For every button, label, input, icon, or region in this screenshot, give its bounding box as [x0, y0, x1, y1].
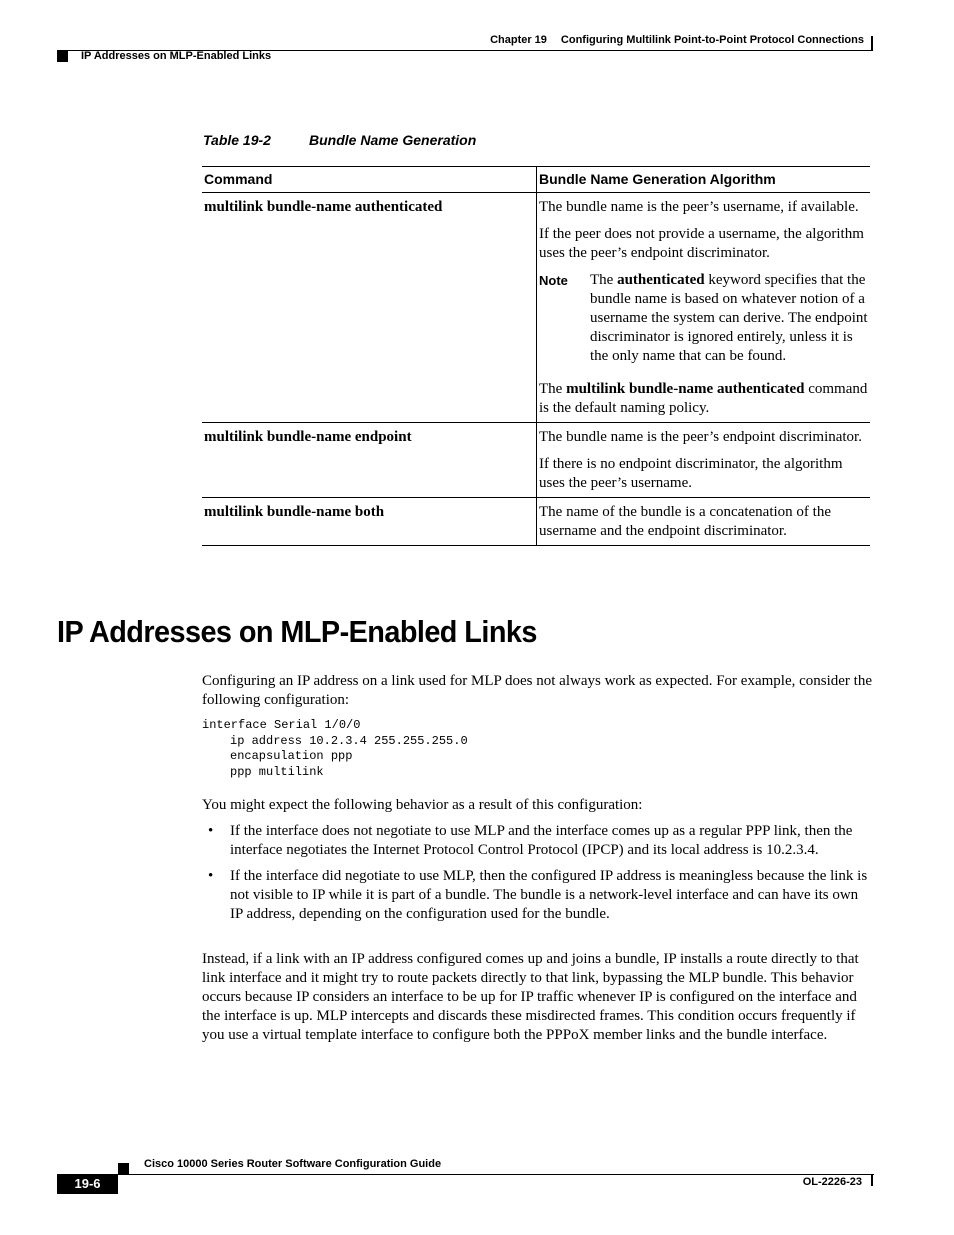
- chapter-title: Configuring Multilink Point-to-Point Protocol Connections: [560, 34, 864, 46]
- table-caption-number: Table 19-2: [203, 132, 271, 148]
- bullet-icon: •: [208, 823, 214, 839]
- table-row: [202, 193, 870, 423]
- header-bar-marker: [871, 36, 873, 51]
- bullet-list: [202, 822, 874, 931]
- note-block: [539, 271, 868, 366]
- algorithm-cell: [537, 423, 871, 498]
- intro-paragraph: Configuring an IP address on a link used for MLP does not always work as expected. For example, consider the following configuration:: [202, 673, 872, 708]
- code-line: encapsulation ppp: [230, 749, 353, 763]
- code-line: interface Serial 1/0/0: [202, 718, 361, 732]
- expectation-paragraph: You might expect the following behavior as a result of this configuration:: [202, 797, 643, 813]
- command-cell: multilink bundle-name both: [202, 498, 537, 546]
- footer-square-marker: [118, 1163, 129, 1174]
- column-header-algorithm: Bundle Name Generation Algorithm: [537, 167, 871, 193]
- running-header-section: IP Addresses on MLP-Enabled Links: [81, 50, 272, 62]
- running-header-chapter: [490, 34, 864, 46]
- algorithm-text: The bundle name is the peer’s endpoint discriminator.: [539, 429, 862, 445]
- note-keyword: authenticated: [617, 272, 705, 288]
- code-line: ip address 10.2.3.4 255.255.255.0: [230, 733, 468, 748]
- algorithm-text: If there is no endpoint discriminator, the algorithm uses the peer’s username.: [539, 456, 843, 491]
- table-row: [202, 423, 870, 498]
- page-number-badge: 19-6: [57, 1174, 118, 1194]
- table-caption-title: Bundle Name Generation: [309, 132, 477, 148]
- closing-paragraph: Instead, if a link with an IP address configured comes up and joins a bundle, IP installs a route directly to that link interface and it might try to route packets directly to that link, bypassing the MLP bundle. This behavior occurs because IP considers an interface to be up for IP traffic whenever IP is configured on the interface and the interface is up. MLP intercepts and discards these misdirected frames. This condition occurs frequently if you use a virtual template interface to configure both the PPPoX member links and the bundle interface.: [202, 951, 859, 1043]
- column-header-command: Command: [202, 167, 537, 193]
- command-cell: multilink bundle-name authenticated: [202, 193, 537, 423]
- algorithm-cell: [537, 498, 871, 546]
- bullet-icon: •: [208, 868, 214, 884]
- footer-doc-number: OL-2226-23: [802, 1176, 862, 1188]
- algorithm-text: The multilink bundle-name authenticated command is the default naming policy.: [539, 381, 868, 416]
- chapter-number: Chapter 19: [490, 34, 547, 46]
- algorithm-text: The bundle name is the peer’s username, if available.: [539, 199, 859, 215]
- list-item-text: If the interface does not negotiate to use MLP and the interface comes up as a regular PPP link, then the interface negotiates the Internet Protocol Control Protocol (IPCP) and its local address is 10.2.3.4.: [230, 823, 853, 858]
- command-cell: multilink bundle-name endpoint: [202, 423, 537, 498]
- footer-bar-marker: [871, 1174, 873, 1186]
- algorithm-text: If the peer does not provide a username, the algorithm uses the peer’s endpoint discriminator.: [539, 226, 864, 261]
- algorithm-cell: [537, 193, 871, 423]
- table-caption: [203, 132, 476, 148]
- note-label: Note: [539, 273, 568, 288]
- list-item: [202, 867, 874, 924]
- table-row: [202, 498, 870, 546]
- algorithm-text: The name of the bundle is a concatenation of the username and the endpoint discriminator.: [539, 504, 831, 539]
- list-item: [202, 822, 874, 860]
- bundle-name-table: [202, 166, 870, 546]
- footer-guide-title: Cisco 10000 Series Router Software Configuration Guide: [144, 1158, 442, 1170]
- footer-rule: [118, 1174, 874, 1175]
- table-header-row: [202, 167, 870, 193]
- section-heading: IP Addresses on MLP-Enabled Links: [57, 614, 537, 649]
- list-item-text: If the interface did negotiate to use MLP, then the configured IP address is meaningless because the link is not visible to IP while it is part of a bundle. The bundle is a network-level interface and can have its own IP address, depending on the configuration used for the bundle.: [230, 868, 868, 922]
- code-line: ppp multilink: [230, 764, 324, 779]
- note-text: The authenticated keyword specifies that the bundle name is based on whatever notion of a username the system can derive. The endpoint discriminator is ignored entirely, unless it is the only name that can be found.: [590, 272, 868, 364]
- code-block: [202, 718, 468, 780]
- header-square-marker: [57, 51, 68, 62]
- command-keyword: multilink bundle-name authenticated: [566, 381, 805, 397]
